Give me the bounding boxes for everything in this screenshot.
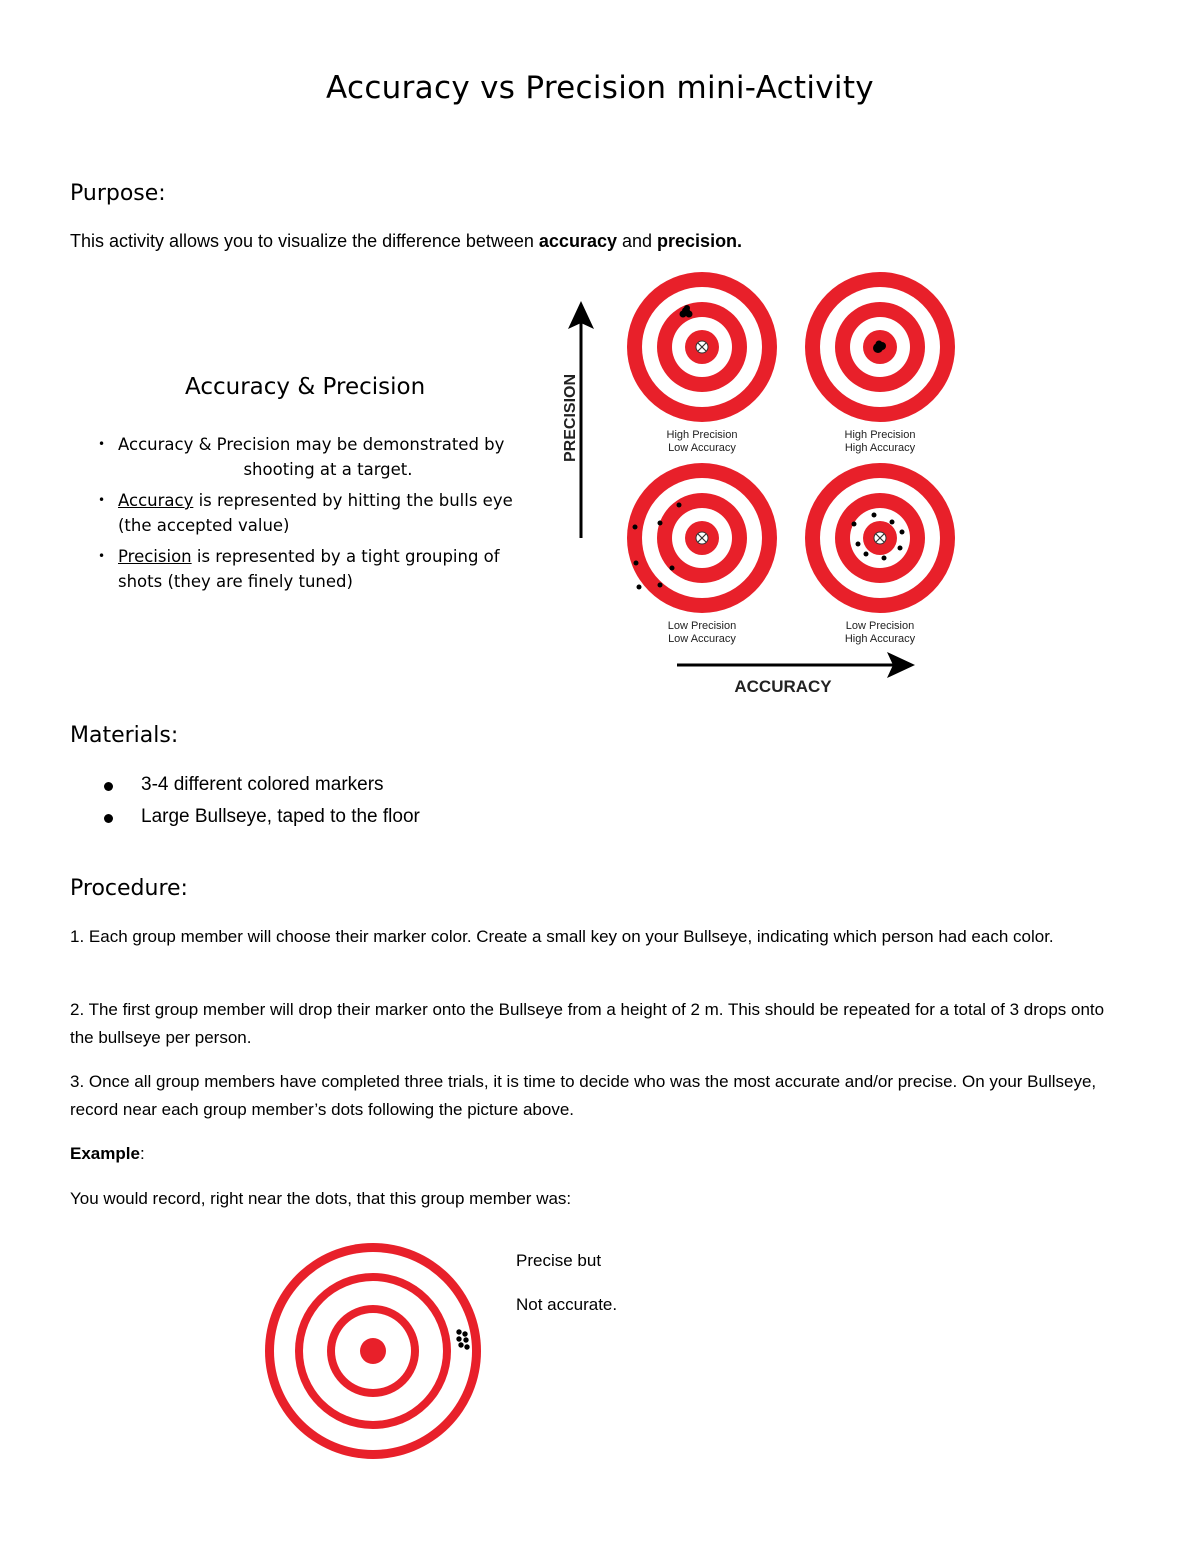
purpose-text-mid: and <box>616 231 658 251</box>
target-low-precision-high-accuracy <box>805 463 955 613</box>
target-label-2-line-1: High Precision <box>844 429 916 441</box>
bullet-icon <box>104 782 113 791</box>
example-label-colon: : <box>139 1144 145 1163</box>
materials-item <box>104 802 420 834</box>
purpose-text-start: This activity allows you to visualize the difference between <box>70 231 539 251</box>
example-label <box>70 1140 145 1168</box>
accuracy-axis-label: ACCURACY <box>734 677 832 696</box>
procedure-step-1: 1. Each group member will choose their marker color. Create a small key on your Bullseye, indicating which person had each color. <box>70 927 1054 946</box>
bullet-icon <box>104 814 113 823</box>
target-label-3-line-1: Low Precision <box>667 620 737 632</box>
ap-bullet <box>98 488 538 538</box>
materials-list <box>104 770 420 834</box>
ap-bullet <box>98 544 538 594</box>
ap-bullet-2-text: is represented by hitting the bulls eye (the accepted value) <box>118 491 513 535</box>
target-label-4-line-2: High Accuracy <box>844 633 916 645</box>
ap-bullet-1-line-1: Accuracy & Precision may be demonstrated by <box>118 435 505 454</box>
target-label-3-line-2: Low Accuracy <box>668 633 736 645</box>
ap-bullet-list <box>98 432 538 600</box>
purpose-heading: Purpose: <box>70 181 166 206</box>
procedure-step-2: 2. The first group member will drop their marker onto the Bullseye from a height of 2 m. This should be repeated for a total of 3 drops onto the bullseye per person. <box>70 1000 1105 1047</box>
bullet-icon: • <box>98 493 106 507</box>
purpose-text <box>70 227 742 255</box>
purpose-bold-precision: precision. <box>657 231 743 251</box>
bullet-icon: • <box>98 437 106 451</box>
target-high-precision-low-accuracy <box>627 272 777 422</box>
target-label-2-line-2: High Accuracy <box>844 442 916 454</box>
materials-item-text: 3-4 different colored markers <box>141 774 384 795</box>
target-low-precision-low-accuracy <box>627 463 777 613</box>
target-label-1-line-1: High Precision <box>666 429 738 441</box>
target-label-4-line-1: Low Precision <box>845 620 915 632</box>
example-note-line-2: Not accurate. <box>516 1295 618 1314</box>
procedure-step-3: 3. Once all group members have completed three trials, it is time to decide who was the most accurate and/or precise. On your Bullseye, record near each group member’s dots following the picture above. <box>70 1072 1097 1119</box>
ap-bullet-3-term: Precision <box>118 547 192 566</box>
procedure-heading: Procedure: <box>70 876 188 901</box>
example-note-line-1: Precise but <box>516 1251 602 1270</box>
example-label-bold: Example <box>70 1144 140 1163</box>
example-bullseye <box>260 1238 486 1464</box>
materials-heading: Materials: <box>70 723 179 748</box>
example-text: You would record, right near the dots, that this group member was: <box>70 1189 572 1208</box>
ap-bullet-2-term: Accuracy <box>118 491 194 510</box>
precision-axis-label: PRECISION <box>562 373 579 463</box>
bullet-icon: • <box>98 549 106 563</box>
page-title: Accuracy vs Precision mini-Activity <box>326 70 874 106</box>
purpose-bold-accuracy: accuracy <box>538 231 617 251</box>
ap-figure-title: Accuracy & Precision <box>185 374 426 400</box>
ap-bullet-1-line-2: shooting at a target. <box>243 460 413 479</box>
ap-bullet-3-text: is represented by a tight grouping of shots (they are finely tuned) <box>118 547 500 591</box>
ap-bullet <box>98 432 538 482</box>
accuracy-precision-diagram <box>540 265 970 705</box>
target-high-precision-high-accuracy <box>805 272 955 422</box>
materials-item <box>104 770 420 802</box>
materials-item-text: Large Bullseye, taped to the floor <box>141 806 420 827</box>
target-label-1-line-2: Low Accuracy <box>668 442 736 454</box>
